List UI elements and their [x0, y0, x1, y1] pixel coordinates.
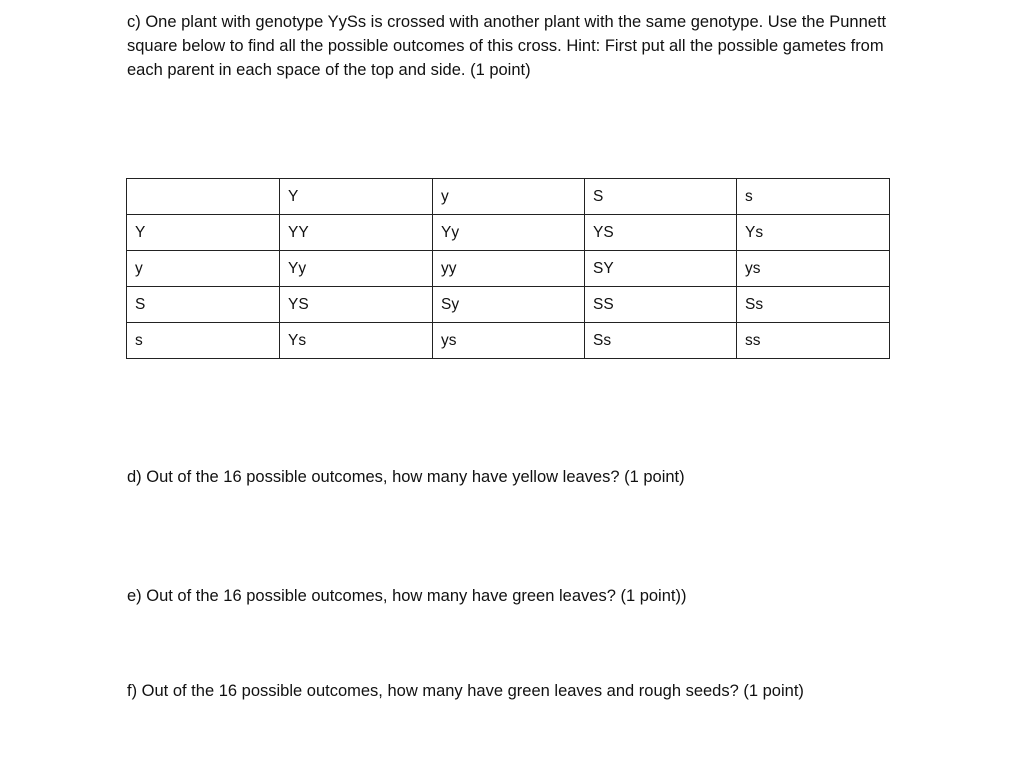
punnett-row-label: S [127, 287, 280, 323]
punnett-cell: Ss [737, 287, 890, 323]
punnett-row-label: s [127, 323, 280, 359]
question-d-text: d) Out of the 16 possible outcomes, how many have yellow leaves? (1 point) [127, 468, 685, 486]
punnett-row [127, 287, 890, 323]
punnett-header-cell: y [433, 179, 585, 215]
punnett-cell: YS [585, 215, 737, 251]
punnett-cell: Yy [280, 251, 433, 287]
punnett-row [127, 251, 890, 287]
punnett-cell: SY [585, 251, 737, 287]
punnett-row [127, 323, 890, 359]
punnett-cell: Sy [433, 287, 585, 323]
punnett-cell: ys [737, 251, 890, 287]
punnett-header-cell: Y [280, 179, 433, 215]
question-e-text: e) Out of the 16 possible outcomes, how many have green leaves? (1 point)) [127, 587, 687, 605]
punnett-header-cell: s [737, 179, 890, 215]
punnett-cell: Ss [585, 323, 737, 359]
punnett-corner-cell [127, 179, 280, 215]
punnett-square-table [126, 178, 890, 359]
question-c-text: c) One plant with genotype YySs is crossed with another plant with the same genotype. Use the Punnett square below to find all the possible outcomes of this cross. Hint: First put all the possible gametes from each parent in each space of the top and side. (1 point) [127, 13, 887, 79]
punnett-cell: ss [737, 323, 890, 359]
punnett-cell: ys [433, 323, 585, 359]
punnett-cell: YS [280, 287, 433, 323]
punnett-row-label: y [127, 251, 280, 287]
punnett-cell: Yy [433, 215, 585, 251]
question-f-text: f) Out of the 16 possible outcomes, how many have green leaves and rough seeds? (1 point) [127, 682, 804, 700]
punnett-header-cell: S [585, 179, 737, 215]
punnett-cell: YY [280, 215, 433, 251]
punnett-row-label: Y [127, 215, 280, 251]
punnett-cell: yy [433, 251, 585, 287]
punnett-cell: SS [585, 287, 737, 323]
punnett-row [127, 215, 890, 251]
punnett-cell: Ys [737, 215, 890, 251]
punnett-cell: Ys [280, 323, 433, 359]
punnett-header-row [127, 179, 890, 215]
